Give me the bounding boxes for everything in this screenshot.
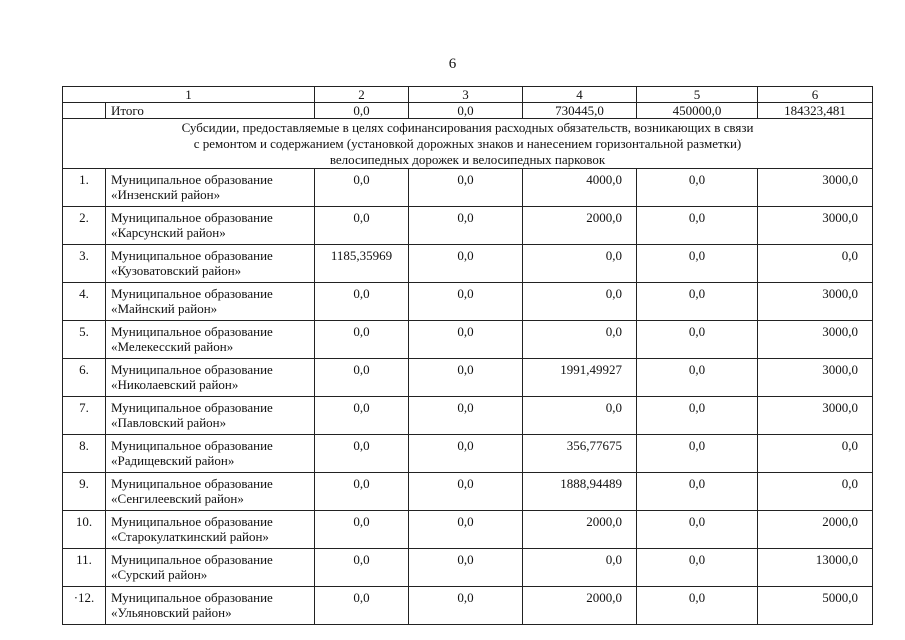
value-col6: 3000,0 [758,321,873,359]
value-col3: 0,0 [409,321,523,359]
row-number: 6. [63,359,106,397]
row-number: 3. [63,245,106,283]
value-col2: 0,0 [315,169,409,207]
municipality-name-line-2: «Сенгилеевский район» [111,491,244,506]
table-row [63,397,873,435]
row-number: 10. [63,511,106,549]
municipality-name-line-1: Муниципальное образование [111,476,273,491]
row-number: 2. [63,207,106,245]
section-title [63,119,873,169]
total-value-col2: 0,0 [315,103,409,119]
value-col3: 0,0 [409,549,523,587]
table-row [63,435,873,473]
value-col6: 3000,0 [758,283,873,321]
value-col5: 0,0 [637,245,758,283]
section-title-line-3: велосипедных дорожек и велосипедных парковок [329,152,606,167]
value-col3: 0,0 [409,245,523,283]
table-row [63,169,873,207]
municipality-name [106,169,315,207]
municipality-name-line-1: Муниципальное образование [111,400,273,415]
value-col4: 0,0 [523,283,637,321]
municipality-name-line-1: Муниципальное образование [111,210,273,225]
value-col4: 4000,0 [523,169,637,207]
table-row [63,473,873,511]
value-col5: 0,0 [637,207,758,245]
row-number: 1. [63,169,106,207]
section-title-row [63,119,873,169]
row-number: 5. [63,321,106,359]
total-row [63,103,873,119]
value-col2: 0,0 [315,207,409,245]
value-col2: 0,0 [315,587,409,625]
municipality-name-line-2: «Инзенский район» [111,187,221,202]
value-col5: 0,0 [637,321,758,359]
municipality-name-line-1: Муниципальное образование [111,590,273,605]
total-value-col4: 730445,0 [523,103,637,119]
value-col2: 0,0 [315,435,409,473]
row-number: 11. [63,549,106,587]
header-row [63,87,873,103]
value-col2: 1185,35969 [315,245,409,283]
header-col-4: 4 [523,87,637,103]
municipality-name [106,587,315,625]
table-row [63,359,873,397]
municipality-name-line-2: «Кузоватовский район» [111,263,242,278]
section-title-line-1: Субсидии, предоставляемые в целях софинансирования расходных обязательств, возникающих в связи [181,120,754,135]
value-col6: 0,0 [758,245,873,283]
value-col3: 0,0 [409,397,523,435]
value-col3: 0,0 [409,435,523,473]
value-col2: 0,0 [315,321,409,359]
value-col6: 0,0 [758,473,873,511]
municipality-name-line-1: Муниципальное образование [111,552,273,567]
section-title-line-2: с ремонтом и содержанием (установкой дорожных знаков и нанесением горизонтальной разметки) [193,136,742,151]
value-col4: 0,0 [523,549,637,587]
value-col2: 0,0 [315,359,409,397]
table-row [63,283,873,321]
municipality-name-line-1: Муниципальное образование [111,172,273,187]
value-col5: 0,0 [637,549,758,587]
total-label: Итого [106,103,315,119]
municipality-name-line-2: «Старокулаткинский район» [111,529,269,544]
value-col2: 0,0 [315,397,409,435]
value-col4: 2000,0 [523,511,637,549]
value-col5: 0,0 [637,435,758,473]
value-col6: 13000,0 [758,549,873,587]
header-col-6: 6 [758,87,873,103]
value-col6: 2000,0 [758,511,873,549]
table-row [63,587,873,625]
municipality-name [106,359,315,397]
municipality-name-line-2: «Мелекесский район» [111,339,234,354]
municipality-name-line-1: Муниципальное образование [111,362,273,377]
total-value-col5: 450000,0 [637,103,758,119]
municipality-name [106,245,315,283]
row-number: 8. [63,435,106,473]
municipality-name-line-2: «Радищевский район» [111,453,235,468]
table-row [63,207,873,245]
header-col-5: 5 [637,87,758,103]
value-col3: 0,0 [409,283,523,321]
value-col2: 0,0 [315,473,409,511]
row-number: 9. [63,473,106,511]
municipality-name [106,549,315,587]
value-col3: 0,0 [409,473,523,511]
total-value-col6: 184323,481 [758,103,873,119]
value-col6: 3000,0 [758,169,873,207]
value-col6: 3000,0 [758,207,873,245]
value-col6: 3000,0 [758,359,873,397]
total-num-cell [63,103,106,119]
value-col4: 2000,0 [523,587,637,625]
municipality-name-line-1: Муниципальное образование [111,438,273,453]
row-number: 7. [63,397,106,435]
value-col3: 0,0 [409,511,523,549]
municipality-name [106,321,315,359]
row-number: 4. [63,283,106,321]
page-number: 6 [448,56,457,72]
municipality-name-line-2: «Павловский район» [111,415,227,430]
municipality-name [106,207,315,245]
value-col6: 0,0 [758,435,873,473]
municipality-name-line-1: Муниципальное образование [111,286,273,301]
municipality-name [106,397,315,435]
value-col2: 0,0 [315,549,409,587]
header-col-3: 3 [409,87,523,103]
value-col5: 0,0 [637,283,758,321]
value-col2: 0,0 [315,283,409,321]
table-row [63,321,873,359]
header-col-1: 1 [63,87,315,103]
header-col-2: 2 [315,87,409,103]
value-col4: 0,0 [523,397,637,435]
value-col4: 1991,49927 [523,359,637,397]
value-col3: 0,0 [409,169,523,207]
value-col4: 2000,0 [523,207,637,245]
municipality-name-line-2: «Николаевский район» [111,377,239,392]
value-col5: 0,0 [637,169,758,207]
value-col2: 0,0 [315,511,409,549]
value-col6: 3000,0 [758,397,873,435]
value-col6: 5000,0 [758,587,873,625]
value-col5: 0,0 [637,587,758,625]
value-col5: 0,0 [637,511,758,549]
municipality-name-line-1: Муниципальное образование [111,248,273,263]
municipality-name-line-2: «Сурский район» [111,567,208,582]
subsidy-table [62,86,873,625]
municipality-name [106,473,315,511]
value-col4: 1888,94489 [523,473,637,511]
value-col4: 356,77675 [523,435,637,473]
municipality-name-line-2: «Карсунский район» [111,225,226,240]
value-col5: 0,0 [637,473,758,511]
municipality-name [106,435,315,473]
municipality-name [106,283,315,321]
municipality-name-line-2: «Майнский район» [111,301,218,316]
value-col5: 0,0 [637,397,758,435]
table-row [63,245,873,283]
municipality-name-line-1: Муниципальное образование [111,324,273,339]
municipality-name [106,511,315,549]
table-row [63,511,873,549]
value-col4: 0,0 [523,321,637,359]
value-col4: 0,0 [523,245,637,283]
value-col3: 0,0 [409,359,523,397]
value-col5: 0,0 [637,359,758,397]
municipality-name-line-2: «Ульяновский район» [111,605,232,620]
row-number: ·12. [63,587,106,625]
value-col3: 0,0 [409,207,523,245]
value-col3: 0,0 [409,587,523,625]
municipality-name-line-1: Муниципальное образование [111,514,273,529]
total-value-col3: 0,0 [409,103,523,119]
table-row [63,549,873,587]
